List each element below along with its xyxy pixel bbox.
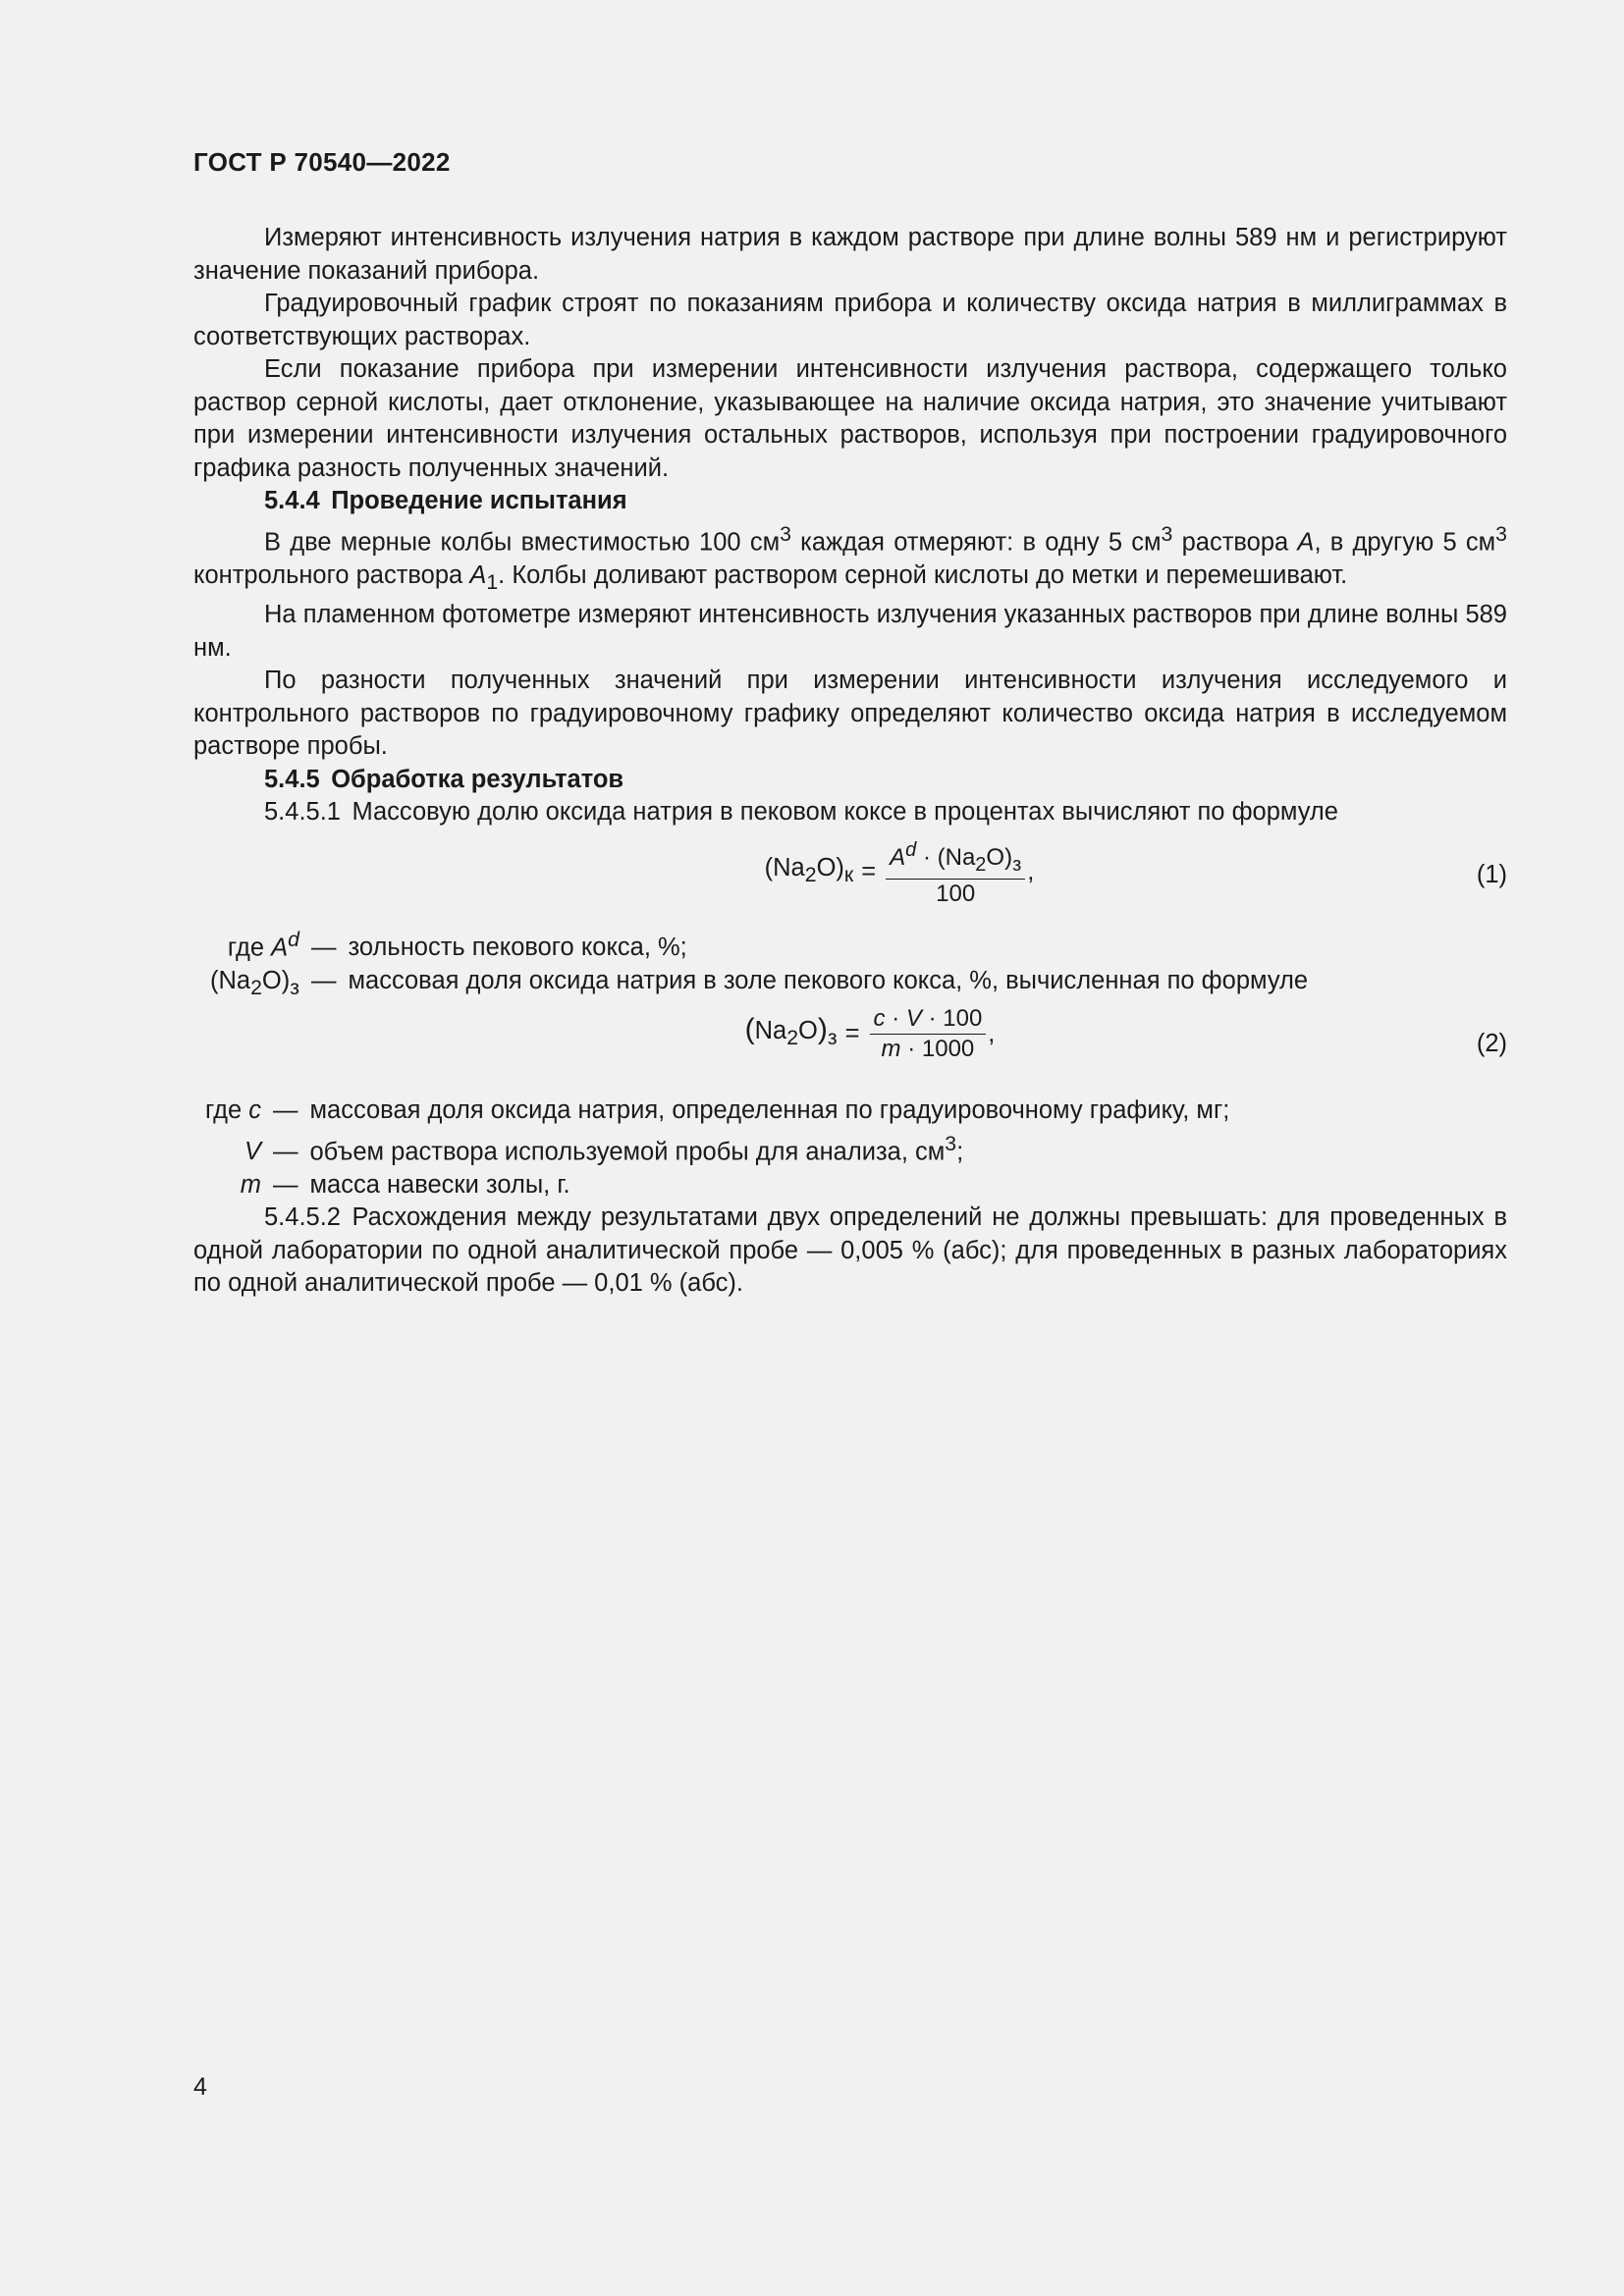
formula-1 <box>292 835 1507 910</box>
text-run: контрольного раствора <box>193 561 470 589</box>
symbol: A <box>469 561 487 589</box>
dash: — <box>311 934 337 962</box>
paragraph: Если показание прибора при измерении интенсивности излучения раствора, содержащего только раствор серной кислоты, дает отклонение, указывающее на наличие оксида натрия, это значение учитывают при измерении интенсивности излучения остальных растворов, используя при построении градуировочного графика разность полученных значений. <box>193 355 1507 482</box>
equation-number: (1) <box>1476 860 1507 888</box>
symbol: A <box>1297 528 1315 556</box>
definition-term: m <box>240 1170 261 1199</box>
paragraph <box>193 1201 1507 1301</box>
definition-term: V <box>244 1138 261 1166</box>
paragraph <box>193 518 1507 600</box>
formula-lhs: $(Na_2O)_з$ <box>744 1013 838 1050</box>
superscript: 3 <box>780 521 791 546</box>
formula-lhs: $(Na_2O)_к$ <box>764 854 854 887</box>
definition-term: $(Na_2O)_з$ <box>209 966 299 999</box>
definition-row <box>193 1169 1507 1202</box>
denominator: m · 1000 <box>881 1036 975 1063</box>
section-heading-5-4-4 <box>193 485 1507 518</box>
definition-text: масса навески золы, г. <box>309 1170 570 1199</box>
text-run: . Колбы доливают раствором серной кислоты до метки и перемешивают. <box>498 561 1348 589</box>
text-run: Массовую долю оксида натрия в пековом коксе в процентах вычисляют по формуле <box>352 798 1338 827</box>
denominator: 100 <box>936 881 976 908</box>
subscript: 1 <box>486 569 499 594</box>
text-run: В две мерные колбы вместимостью 100 см <box>264 528 781 556</box>
definitions-list-2 <box>193 1095 1507 1201</box>
formula-2 <box>233 1004 1507 1064</box>
document-body <box>193 222 1507 1301</box>
definition-term: где $A^d$ <box>227 927 299 962</box>
section-number: 5.4.4 <box>264 487 320 514</box>
dash: — <box>273 1096 298 1125</box>
punctuation: , <box>1027 857 1035 885</box>
definition-row <box>193 1128 1507 1169</box>
definition-text: массовая доля оксида натрия, определенная по градуировочному графику, мг; <box>309 1096 1230 1125</box>
definition-text: объем раствора используемой пробы для анализа, $см^3$; <box>309 1131 964 1166</box>
definition-text: зольность пекового кокса, %; <box>348 934 687 962</box>
paragraph: На пламенном фотометре измеряют интенсивность излучения указанных растворов при длине волны 589 нм. <box>193 601 1507 662</box>
superscript: 3 <box>1495 521 1507 546</box>
definition-term: где c <box>204 1096 261 1125</box>
section-title: Обработка результатов <box>331 765 624 793</box>
numerator: c · V · 100 <box>870 1004 987 1035</box>
section-heading-5-4-5 <box>193 764 1507 797</box>
definitions-list-1 <box>193 924 1507 1005</box>
numerator: $A^d \cdot (Na_2O)_з$ <box>886 835 1025 881</box>
superscript: 3 <box>1161 521 1173 546</box>
formula-1-row <box>193 829 1507 924</box>
section-number: 5.4.5 <box>264 765 320 793</box>
clause-number: 5.4.5.2 <box>264 1203 341 1232</box>
page-number: 4 <box>193 2073 207 2101</box>
paragraph: По разности полученных значений при измерении интенсивности излучения исследуемого и контрольного растворов по градуировочному графику определяют количество оксида натрия в исследуемом растворе пробы. <box>193 667 1507 761</box>
fraction <box>886 835 1025 910</box>
definition-row <box>193 965 1507 1005</box>
text-run: раствора <box>1172 528 1298 556</box>
equals-sign: = <box>844 1019 860 1047</box>
paragraph: Градуировочный график строят по показаниям прибора и количеству оксида натрия в миллиграммах в соответствующих растворах. <box>193 290 1507 350</box>
definition-row <box>193 1095 1507 1128</box>
dash: — <box>273 1138 298 1166</box>
dash: — <box>311 966 337 994</box>
dash: — <box>273 1170 298 1199</box>
text-run: Расхождения между результатами двух определений не должны превышать: для проведенных в одной лаборатории по одной аналитической пробе — 0,005 % (абс); для проведенных в разных лабораториях по одной аналитической пробе — 0,01 % (абс). <box>193 1203 1507 1298</box>
equation-number: (2) <box>1476 1030 1507 1058</box>
section-title: Проведение испытания <box>331 487 627 514</box>
formula-2-row <box>193 1004 1507 1081</box>
clause-number: 5.4.5.1 <box>264 798 341 827</box>
definition-text: массовая доля оксида натрия в золе пекового кокса, %, вычисленная по формуле <box>348 966 1309 994</box>
equals-sign: = <box>861 857 877 885</box>
text-run: , в другую 5 см <box>1314 528 1496 556</box>
document-header: ГОСТ Р 70540—2022 <box>193 147 451 177</box>
paragraph: Измеряют интенсивность излучения натрия в каждом растворе при длине волны 589 нм и регистрируют значение показаний прибора. <box>193 224 1507 285</box>
fraction <box>870 1004 987 1064</box>
paragraph <box>193 796 1507 829</box>
text-run: каждая отмеряют: в одну 5 см <box>790 528 1162 556</box>
punctuation: , <box>988 1019 996 1047</box>
definition-row <box>193 924 1507 965</box>
